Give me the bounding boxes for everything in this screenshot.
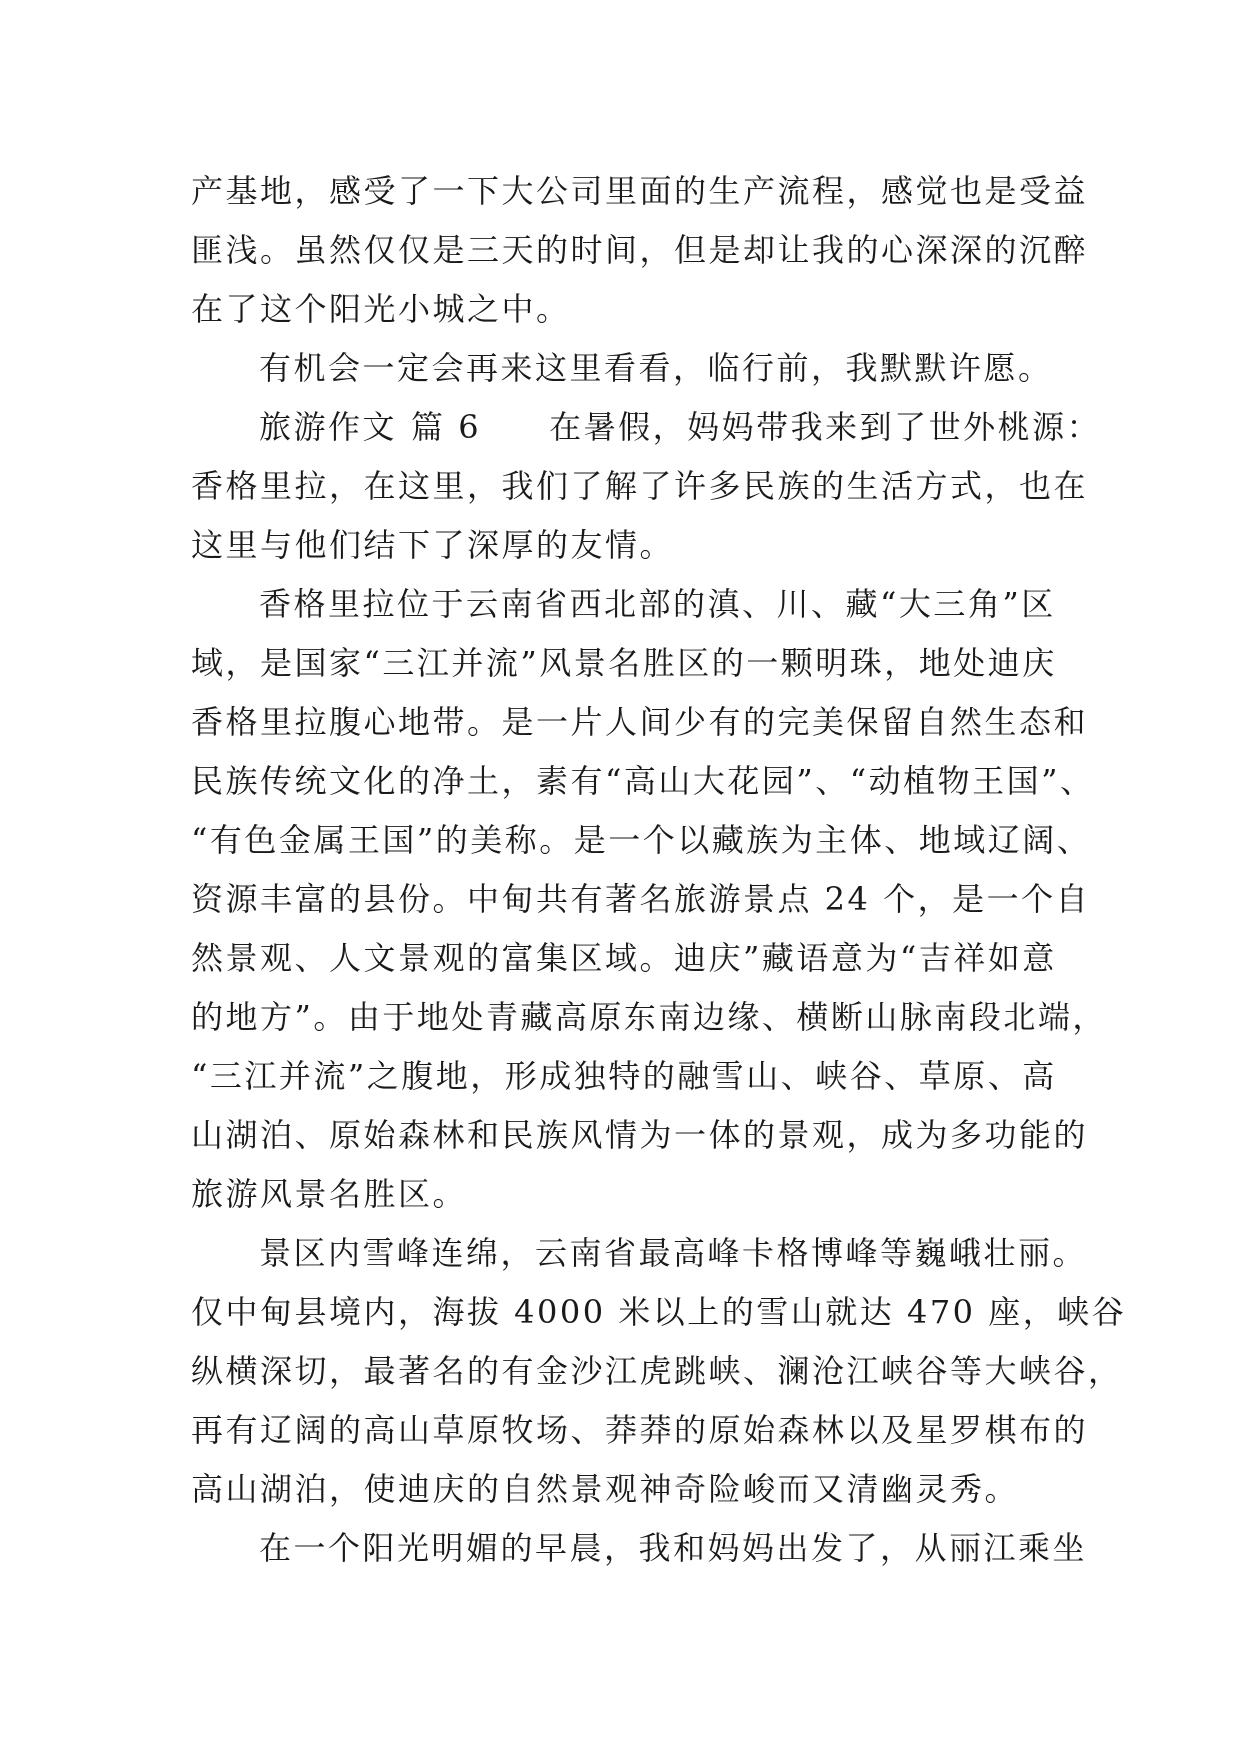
text-line: 纵横深切，最著名的有金沙江虎跳峡、澜沧江峡谷等大峡谷，	[191, 1352, 1123, 1390]
paragraph-start: 景区内雪峰连绵，云南省最高峰卡格博峰等巍峨壮丽。	[259, 1234, 1088, 1272]
text-line: 山湖泊、原始森林和民族风情为一体的景观，成为多功能的	[191, 1116, 1089, 1154]
text-line: 民族传统文化的净土，素有“高山大花园”、“动植物王国”、	[191, 762, 1095, 800]
paragraph-start: 在暑假，妈妈带我来到了世外桃源：	[549, 408, 1102, 446]
paragraph-start: 有机会一定会再来这里看看，临行前，我默默许愿。	[259, 349, 1053, 387]
paragraph-start: 香格里拉位于云南省西北部的滇、川、藏“大三角”区	[259, 585, 1056, 623]
body-text	[191, 162, 1127, 1578]
text-line: 的地方”。由于地处青藏高原东南边缘、横断山脉南段北端，	[191, 998, 1107, 1036]
text-line: 产基地，感受了一下大公司里面的生产流程，感觉也是受益	[191, 172, 1089, 210]
section-number: 篇 6	[411, 408, 482, 446]
text-line: 资源丰富的县份。中甸共有著名旅游景点 24 个，是一个自	[191, 880, 1091, 918]
text-line: 在了这个阳光小城之中。	[191, 290, 571, 328]
text-line: 仅中甸县境内，海拔 4000 米以上的雪山就达 470 座，峡谷	[191, 1293, 1127, 1331]
text-line: “三江并流”之腹地，形成独特的融雪山、峡谷、草原、高	[191, 1057, 1057, 1095]
text-line: 域，是国家“三江并流”风景名胜区的一颗明珠，地处迪庆	[191, 644, 1057, 682]
text-line: “有色金属王国”的美称。是一个以藏族为主体、地域辽阔、	[191, 821, 1092, 859]
text-line: 然景观、人文景观的富集区域。迪庆”藏语意为“吉祥如意	[191, 939, 1057, 977]
text-line: 香格里拉腹心地带。是一片人间少有的完美保留自然生态和	[191, 703, 1089, 741]
paragraph-start: 在一个阳光明媚的早晨，我和妈妈出发了，从丽江乘坐	[259, 1529, 1088, 1567]
section-title: 旅游作文	[259, 408, 398, 446]
text-line: 旅游风景名胜区。	[191, 1175, 468, 1213]
section-heading-line	[191, 398, 1102, 457]
text-line: 匪浅。虽然仅仅是三天的时间，但是却让我的心深深的沉醉	[191, 231, 1089, 269]
text-line: 这里与他们结下了深厚的友情。	[191, 526, 675, 564]
text-line: 高山湖泊，使迪庆的自然景观神奇险峻而又清幽灵秀。	[191, 1470, 1020, 1508]
text-line: 香格里拉，在这里，我们了解了许多民族的生活方式，也在	[191, 467, 1089, 505]
text-line: 再有辽阔的高山草原牧场、莽莽的原始森林以及星罗棋布的	[191, 1411, 1089, 1449]
